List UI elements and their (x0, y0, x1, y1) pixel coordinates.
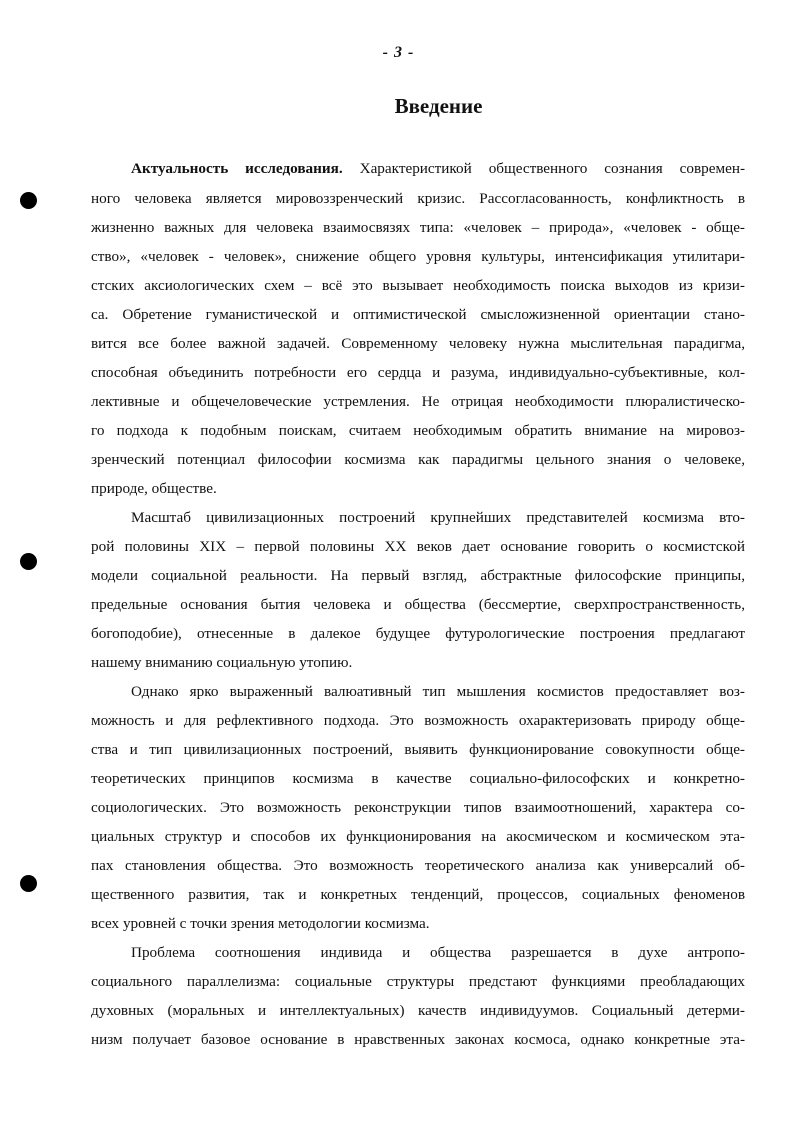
text-line: го подхода к подобным поискам, считаем необходимым обратить внимание на мировоз- (91, 422, 745, 439)
text-line: зренческий потенциал философии космизма как парадигмы цельного знания о человеке, (91, 451, 745, 468)
text-line: жизненно важных для человека взаимосвязях типа: «человек – природа», «человек - обще- (91, 219, 745, 236)
text-line: циальных структур и способов их функционирования на акосмическом и космическом эта- (91, 828, 745, 845)
text-line: можность и для рефлективного подхода. Это возможность охарактеризовать природу обще- (91, 712, 745, 729)
text-line: нашему вниманию социальную утопию. (91, 654, 353, 671)
text-line: ного человека является мировоззренческий кризис. Рассогласованность, конфликтность в (91, 190, 745, 207)
binder-hole-marker (20, 192, 37, 209)
text-line: модели социальной реальности. На первый взгляд, абстрактные философские принципы, (91, 567, 745, 584)
text-line (131, 159, 745, 179)
text-line: социологических. Это возможность реконструкции типов взаимоотношений, характера со- (91, 799, 745, 816)
text-line: стских аксиологических схем – всё это вызывает необходимость поиска выходов из кризи- (91, 277, 745, 294)
text-line-rest: Характеристикой общественного сознания современ- (342, 160, 746, 177)
text-line: Масштаб цивилизационных построений крупнейших представителей космизма вто- (131, 509, 745, 526)
text-line: са. Обретение гуманистической и оптимистической смысложизненной ориентации стано- (91, 306, 745, 323)
text-line: способная объединить потребности его сердца и разума, индивидуально-субъективные, кол- (91, 364, 745, 381)
binder-hole-marker (20, 875, 37, 892)
text-line: лективные и общечеловеческие устремления. Не отрицая необходимости плюралистическо- (91, 393, 745, 410)
text-line: рой половины XIX – первой половины XX веков дает основание говорить о космистской (91, 538, 745, 555)
page-title: Введение (394, 94, 483, 118)
text-line: Однако ярко выраженный валюативный тип мышления космистов предоставляет воз- (131, 683, 745, 700)
text-line: Проблема соотношения индивида и общества разрешается в духе антропо- (131, 944, 745, 961)
text-line: ства и тип цивилизационных построений, выявить функционирование совокупности обще- (91, 741, 745, 758)
text-line: низм получает базовое основание в нравственных законах космоса, однако конкретные эта- (91, 1031, 745, 1048)
text-line: всех уровней с точки зрения методологии космизма. (91, 915, 430, 932)
text-line: природе, обществе. (91, 480, 217, 497)
text-line: ство», «человек - человек», снижение общего уровня культуры, интенсификация утилитари- (91, 248, 745, 265)
page-number: - 3 - (382, 44, 415, 61)
binder-hole-marker (20, 553, 37, 570)
text-line: пах становления общества. Это возможность теоретического анализа как универсалий об- (91, 857, 745, 874)
text-line: богоподобие), отнесенные в далекое будущее футурологические построения предлагают (91, 625, 745, 642)
text-line: духовных (моральных и интеллектуальных) качеств индивидуумов. Социальный детерми- (91, 1002, 745, 1019)
text-line: социального параллелизма: социальные структуры предстают функциями преобладающих (91, 973, 745, 990)
text-line: теоретических принципов космизма в качестве социально-философских и конкретно- (91, 770, 745, 787)
text-line: предельные основания бытия человека и общества (бессмертие, сверхпространственность, (91, 596, 745, 613)
text-line: щественного развития, так и конкретных тенденций, процессов, социальных феноменов (91, 886, 745, 903)
text-line: вится все более важной задачей. Современному человеку нужна мыслительная парадигма, (91, 335, 745, 352)
section-lead: Актуальность исследования. (131, 160, 343, 177)
